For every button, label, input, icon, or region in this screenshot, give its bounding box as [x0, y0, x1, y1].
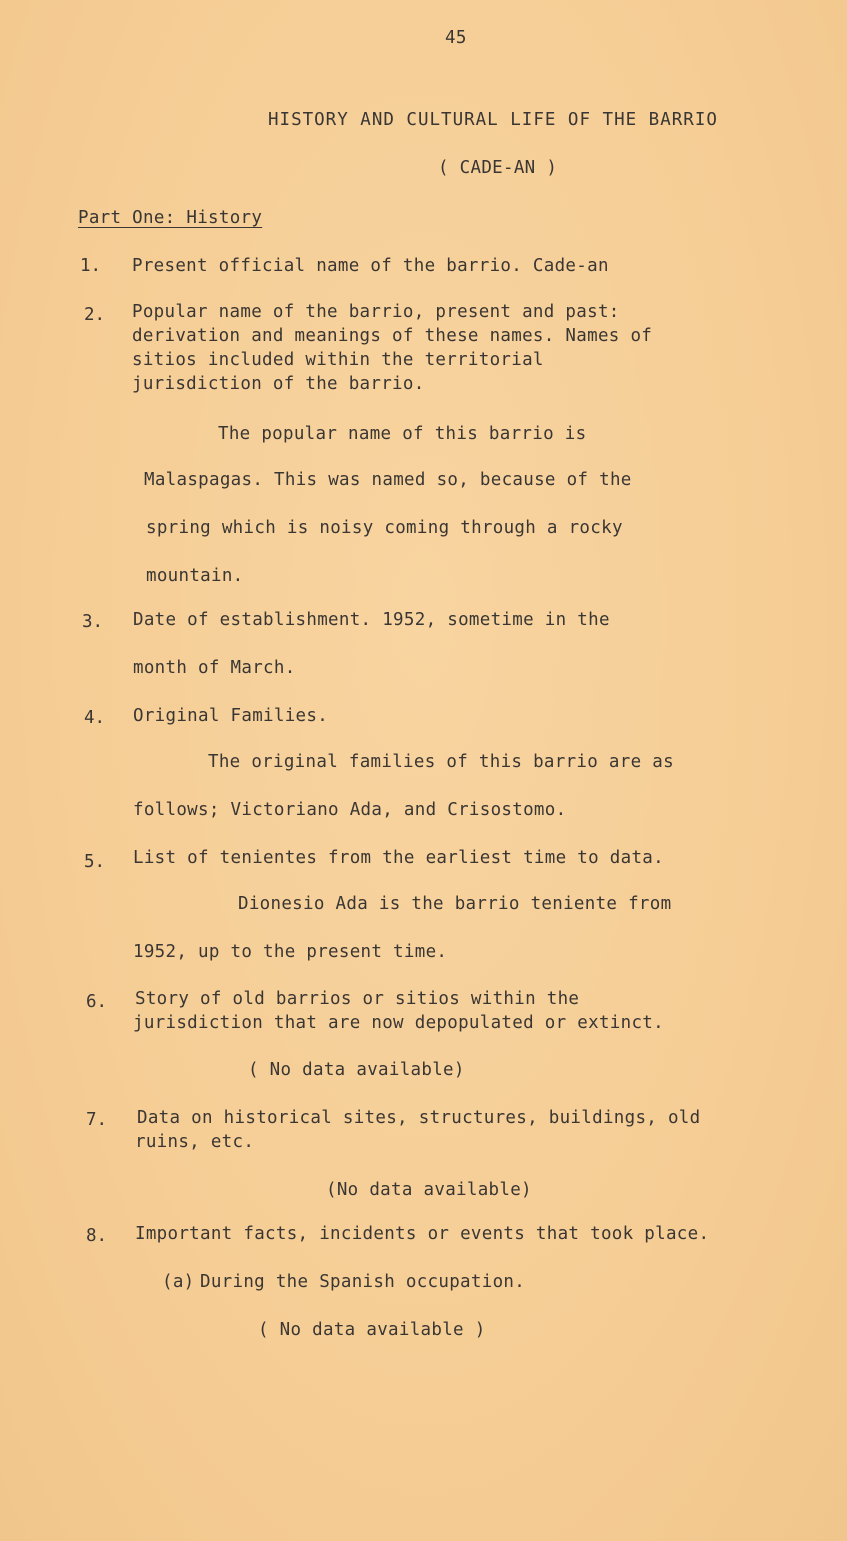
item-text: Present official name of the barrio. Cade-an — [132, 256, 609, 276]
item-text: Important facts, incidents or events that took place. — [135, 1224, 710, 1244]
answer-text: follows; Victoriano Ada, and Crisostomo. — [133, 800, 567, 820]
answer-text: spring which is noisy coming through a rocky — [146, 518, 623, 538]
item-text: List of tenientes from the earliest time to data. — [133, 848, 664, 868]
item-number: 6. — [86, 992, 108, 1012]
answer-text: Dionesio Ada is the barrio teniente from — [238, 894, 672, 914]
answer-text: ( No data available ) — [258, 1320, 486, 1340]
page-number: 45 — [445, 28, 467, 48]
item-number: 3. — [82, 612, 104, 632]
item-number: 4. — [84, 708, 106, 728]
item-number: 8. — [86, 1226, 108, 1246]
document-title: HISTORY AND CULTURAL LIFE OF THE BARRIO — [268, 110, 718, 130]
item-text: Date of establishment. 1952, sometime in the — [133, 610, 610, 630]
item-text: jurisdiction that are now depopulated or extinct. — [133, 1013, 664, 1033]
answer-text: ( No data available) — [248, 1060, 465, 1080]
section-heading: Part One: History — [78, 208, 263, 228]
answer-text: mountain. — [146, 566, 244, 586]
item-text: Popular name of the barrio, present and past: — [132, 302, 620, 322]
answer-text: (No data available) — [326, 1180, 532, 1200]
item-text: Story of old barrios or sitios within the — [135, 989, 580, 1009]
item-text: Data on historical sites, structures, buildings, old — [137, 1108, 701, 1128]
sub-item-text: During the Spanish occupation. — [200, 1272, 526, 1292]
document-subtitle: ( CADE-AN ) — [438, 158, 558, 178]
item-number: 2. — [84, 305, 106, 325]
item-text: derivation and meanings of these names. Names of — [132, 326, 653, 346]
item-number: 5. — [84, 852, 106, 872]
answer-text: Malaspagas. This was named so, because of the — [144, 470, 632, 490]
item-number: 1. — [80, 256, 102, 276]
answer-text: month of March. — [133, 658, 296, 678]
item-text: sitios included within the territorial — [132, 350, 544, 370]
item-text: jurisdiction of the barrio. — [132, 374, 425, 394]
item-number: 7. — [86, 1110, 108, 1130]
item-text: Original Families. — [133, 706, 329, 726]
answer-text: The original families of this barrio are as — [208, 752, 674, 772]
answer-text: The popular name of this barrio is — [218, 424, 587, 444]
answer-text: 1952, up to the present time. — [133, 942, 448, 962]
sub-item-label: (a) — [162, 1272, 195, 1292]
item-text: ruins, etc. — [135, 1132, 255, 1152]
